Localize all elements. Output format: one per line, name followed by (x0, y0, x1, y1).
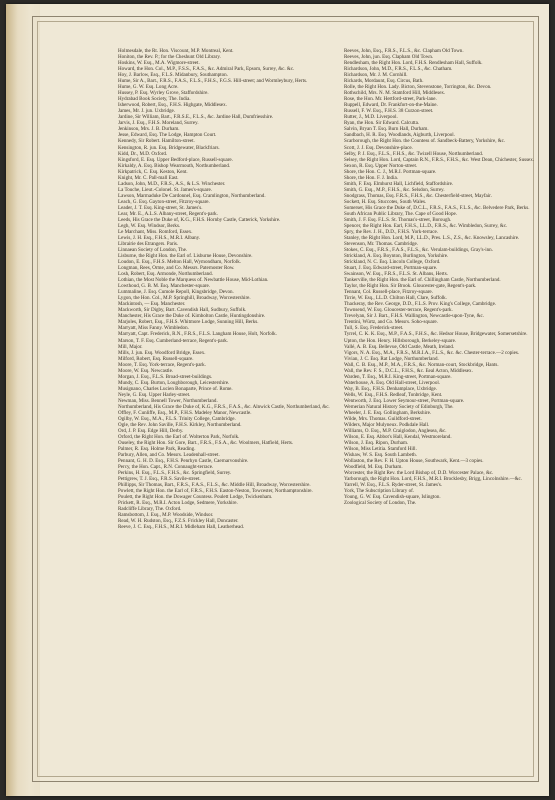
subscriber-entry: Jenkinson, Mrs. J. B. Durham. (118, 126, 180, 133)
subscriber-entry: Parbury, Allen, and Co. Messrs. Leadenhall-street. (118, 452, 220, 459)
subscriber-entry: Prickett, R. Esq., M.R.I. Acton Lodge, Sedmere, Yorkshire. (118, 500, 238, 507)
subscriber-entry: Reeve, J. C. Esq., F.H.S., M.R.I. Midleham Hall, Leatherhead. (118, 524, 245, 531)
subscriber-entry: Hume, Sir A., Bart., F.R.S., F.A.S., F.L.S., F.H.S., F.G.S. Hill-street; and Wormleybury, Herts. (118, 78, 308, 85)
subscriber-entry: Thackeray, the Rev. George, D.D., F.L.S. Prov. King's College, Cambridge. (344, 301, 497, 308)
subscriber-entry: Waterhouse, A. Esq. Old Hall-street, Liverpool. (344, 379, 441, 386)
subscriber-entry: Moore, W. Esq. Newcastle. (118, 367, 174, 374)
subscriber-entry: Wells, W. Esq., F.H.S. Redleaf, Tonbridge, Kent. (344, 391, 443, 398)
subscriber-entry: Kidd, Dr., M.D. Oxford. (118, 150, 168, 157)
subscriber-entry: Lear, Mr. E., A.L.S. Albany-street, Regent's-park. (118, 210, 218, 217)
subscriber-entry: Tankerville, the Right Hon. the Earl of. Chillingham Castle, Northumberland. (344, 277, 501, 284)
subscriber-entry: Loudon, E. Esq., F.H.S. Melton Hall, Wymondham, Norfolk. (118, 259, 241, 266)
subscriber-entry: Rose, the Hon. Mr. Hertford-street, Park-lane. (344, 96, 437, 103)
subscriber-entry: Newman, Miss. Bennell Tower, Northumberland. (118, 397, 218, 404)
subscriber-entry: Richardson, John, M.D., F.R.S., F.L.S., &c. Chatham. (344, 66, 453, 73)
subscriber-entry: Vallé, A. B. Esq. Bellevue, Old Castle, Meath, Ireland. (344, 343, 455, 350)
subscriber-entry: Stokes, C. Esq., F.R.S., F.A.S., F.L.S., &c. Verulam-buildings, Gray's-inn. (344, 247, 493, 254)
subscriber-entry: Trevelyan, Sir J. Bart., F.H.S. Wallington, Newcastle-upon-Tyne, &c. (344, 313, 484, 320)
subscriber-entry: Knight, Mr. C. Pall-mall East. (118, 174, 179, 181)
subscriber-entry: Orford, the Right Hon. the Earl of. Wolterton Park, Norfolk. (118, 434, 240, 440)
subscriber-entry: La Touche, Lieut.-Colonel. St. James's-square. (118, 186, 212, 193)
subscriber-entry: Mundy, C. Esq. Burton, Loughborough, Leicestershire. (118, 379, 230, 386)
subscriber-entry: Wilson, E. Esq. Abbot's Hall, Kendal, Westmoreland. (344, 434, 452, 440)
subscriber-entry: Marryatt, Miss Fanny. Wimbledon. (118, 325, 189, 332)
subscriber-entry: Scott, J. J. Esq. Devonshire-place. (344, 144, 413, 151)
subscriber-entry: Radcliffe Library, The. Oxford. (118, 506, 182, 513)
subscriber-entry: James, Mr. J. jun. Uxbridge. (118, 108, 176, 115)
subscriber-entry: Jesse, Edward, Esq. The Lodge, Hampton Court. (118, 132, 217, 139)
subscriber-entry: Northumberland, His Grace the Duke of, K.G., F.R.S., F.A.S., &c. Alnwick Castle, Northumberland, &c. (118, 403, 330, 410)
subscriber-entry: Phillipps, Sir Thomas, Bart., F.R.S., F.A.S., F.L.S., &c. Middle Hill, Broadway, Worcestershire. (118, 482, 311, 489)
subscriber-entry: Yarrell, W. Esq., F.L.S. Ryder-street, St. James's. (344, 482, 443, 489)
subscriber-entry: Selby, P. J. Esq., F.L.S., F.H.S., &c. Twizell House, Northumberland. (344, 150, 484, 157)
subscriber-entry: Pettigrew, T. J. Esq., F.R.S. Savile-street. (118, 476, 201, 483)
subscriber-entry: Strickland, A. Esq. Boynton, Burlington, Yorkshire. (344, 253, 449, 260)
subscriber-entry: Tyrrel, C. K. K. Esq., M.P., F.A.S., F.H.S., &c. Hedsor House, Bridgewater, Somersetshire. (344, 331, 528, 338)
subscriber-entry: Lygon, the Hon. Col., M.P. Springhill, Broadway, Worcestershire. (118, 295, 251, 302)
subscriber-entry: Powlett, the Right Hon. the Earl of, F.R.S., F.H.S. Easton-Neston, Towcester, Northamptonshire. (118, 488, 313, 495)
subscriber-entry: Isherwood, Robert, Esq., F.H.S. Highgate, Middlesex. (118, 102, 227, 109)
subscriber-entry: Taylor, the Right Hon. Sir Brook. Gloucester-gate, Regent's-park. (344, 283, 477, 290)
subscriber-entry: Wall, the Rev. F. S., D.C.L., F.H.S., &c. Eeal Acton, Middlesex. (344, 367, 473, 374)
subscriber-entry: Hoskins, W. Esq., M.A. Wigmore-street. (118, 60, 200, 67)
subscriber-entry: Librairie des Etrangers. Paris. (118, 241, 179, 247)
subscriber-entry: Rothschild, Mrs. N. M. Stamford Hill, Middlesex. (344, 90, 446, 97)
subscriber-entry: Pennant, G. H. D. Esq., F.H.S. Penrhyn Castle, Caernarvonshire. (118, 458, 249, 465)
subscriber-entry: Wentworth, J. Esq. Lower Seymour-street, Portman-square. (344, 397, 465, 404)
subscriber-entry: Honiton, the Rev. P.; for the Cheshunt Old Library. (118, 54, 221, 61)
subscriber-entry: Legh, W. Esq. Windsor, Berks. (118, 222, 181, 229)
subscriber-entry: Hydrabad Book Society, The. India. (118, 96, 191, 103)
subscriber-entry: Townsend, W. Esq. Gloucester-terrace, Regent's-park. (344, 307, 453, 314)
subscriber-entry: York, The Subscription Library of. (344, 488, 415, 495)
subscriber-entry: Ouseley, the Right Hon. Sir Gore, Bart., F.R.S., F.S.A., &c. Woolmers, Hatfield, Herts. (118, 440, 294, 447)
subscriber-entry: Moore, T. Esq. York-terrace, Regent's-park. (118, 361, 206, 368)
subscriber-entry: Lummaline, J. Esq. Cumole Repoll, Kingsbridge, Devon. (118, 289, 234, 296)
subscriber-entry: Wernerian Natural History Society of Edinburgh, The. (344, 403, 454, 410)
subscriber-entry: Lewis, J. H. Esq., F.H.S., M.R.I. Albany. (118, 234, 201, 241)
subscriber-entry: Linnaean Society of London, The. (118, 247, 188, 254)
subscriber-entry: Williams, O. Esq., M.P. Craiglodon, Anglesea, &c. (344, 427, 447, 434)
subscriber-entry: Tennant, Col. Russell-place, Fitzroy-square. (344, 289, 433, 296)
subscriber-entry: Mill, Major. (118, 343, 143, 350)
subscriber-entry: Holmesdale, the Rt. Hon. Viscount, M.P. Montreal, Kent. (118, 48, 234, 54)
subscriber-entry: Wishaw, W. S. Esq. South Lambeth. (344, 452, 417, 459)
subscriber-entry: Mackworth, Sir Digby, Bart. Cavendish Hall, Sudbury, Suffolk. (118, 307, 247, 314)
subscriber-entry: Warden, T. Esq., M.R.I. King-street, Portman-square. (344, 373, 452, 380)
subscriber-list-right-column (344, 48, 555, 506)
subscriber-list-left-column (118, 48, 336, 531)
subscriber-entry: Spry, the Rev. J. H., D.D., F.H.S. York-terrace. (344, 228, 438, 235)
subscriber-entry: Howard, the Hon. Col., M.P., F.S.S., F.A.S., &c. Admiral Park, Epsom, Surrey, &c. &c. (118, 66, 295, 73)
subscriber-entry: Wheeler, J. E. Esq. Gollingham, Berkshire. (344, 409, 432, 416)
subscriber-entry: Way, B. Esq., F.H.S. Denhamplace, Uxbridge. (344, 385, 438, 392)
subscriber-entry: Manchester, His Grace the Duke of. Kimbolton Castle, Huntingdonshire. (118, 313, 266, 320)
subscriber-entry: Upton, the Hon. Henry. Hillsborough, Berkeley-square. (344, 337, 457, 344)
subscriber-entry: Selsey, the Right Hon. Lord, Captain R.N., F.R.S., F.H.S., &c. West Dean, Chichester, Sussex. (344, 156, 535, 163)
subscriber-entry: Wollaston, the Rev. F. H. Upton House, Southwark, Kent.—3 copies. (344, 458, 484, 465)
subscriber-entry: Le Marchant, Miss. Romford, Essex. (118, 228, 193, 235)
subscriber-entry: Sockett, H. Esq. Stuccotes, South Wales. (344, 198, 427, 205)
subscriber-entry: Scarborough, the Right Hon. the Countess of. Sandbeck-Battery, Yorkshire, &c. (344, 138, 506, 145)
subscriber-entry: Smith, G. Esq., M.P., F.H.S., &c. Selsdon, Surrey. (344, 186, 445, 193)
subscriber-entry: Kensington, R. jun. Esq. Bridgewater, Blackfriars. (118, 144, 220, 151)
subscriber-entry: Marjoles, Robert, Esq., F.H.S. Whitmore Lodge, Sunning Hill, Berks. (118, 319, 259, 326)
subscriber-entry: Ord, J. P. Esq. Edge Hill, Derby. (118, 427, 184, 434)
subscriber-entry: Lawson, Marmaduke De Cardonnel, Esq. Cramlington, Northumberland. (118, 192, 266, 199)
subscriber-entry: Longman, Rees, Orme, and Co. Messrs. Paternoster Row. (118, 265, 235, 272)
subscriber-entry: Kingsford, E. Esq. Upper Bedford-place, Russell-square. (118, 156, 233, 163)
subscriber-entry: Wilde, Mrs. Thomas. Guildford-street. (344, 415, 422, 422)
subscriber-entry: Rutter, J., M.D. Liverpool. (344, 114, 398, 121)
subscriber-entry: Wilson, J. Esq. Ripon, Durham. (344, 440, 409, 447)
subscriber-entry: Sandbach, H. R. Esq. Woodlands, Aigburth, Liverpool. (344, 132, 455, 139)
subscriber-entry: Hussey, P. Esq. Wyrley Grove, Staffordshire. (118, 90, 209, 97)
subscriber-entry: Mills, J. jun. Esq. Woodford Bridge, Essex. (118, 349, 206, 356)
subscriber-entry: Stevenson, Mr. Thomas. Cambridge. (344, 241, 419, 247)
subscriber-entry: Wilson, Miss Letitia. Stamford Hill. (344, 446, 417, 453)
subscriber-entry: Ruppell, Edward, Dr. Frankfort-on-the-Maine. (344, 102, 438, 109)
subscriber-entry: Mackintosh, — Esq. Manchester. (118, 301, 186, 308)
subscriber-entry: Vigors, N. A. Esq., M.A., F.R.S., M.R.I.A., F.L.S., &c. &c. Chester-terrace.—2 copies. (344, 349, 520, 356)
subscriber-entry: Rickards, Mordaunt, Esq. Circus, Bath. (344, 78, 424, 85)
subscriber-entry: Sexon, R. Esq. Upper Norton-street. (344, 162, 418, 169)
subscriber-entry: Ryan, the Hon. Sir Edward. Calcutta. (344, 120, 420, 127)
subscriber-entry: Offley, F. Cunliffe, Esq., M.P., F.H.S. Madeley Manor, Newcastle. (118, 409, 252, 416)
subscriber-entry: Lothian, the Most Noble the Marquess of. Newbattle House, Mid-Lothian. (118, 277, 269, 284)
subscriber-entry: Leader, J. T. Esq. King-street, St. James's. (118, 204, 203, 211)
subscriber-entry: Read, W. H. Rudston, Esq., F.Z.S. Frickley Hall, Doncaster. (118, 518, 239, 525)
subscriber-entry: Rolle, the Right Hon. Lady. Bicton, Stevenstone, Torrington, &c. Devon. (344, 84, 492, 91)
subscriber-entry: Young, G. W. Esq. Cavendish-square, Islington. (344, 494, 441, 501)
subscriber-entry: Smith, J. F. Esq. F.L.S. St. Thomas's-street, Borough. (344, 216, 452, 223)
subscriber-entry: Reeves, John, jun. Esq. Clapham Old Town. (344, 54, 434, 61)
subscriber-entry: Lowthoud, G. B. M. Esq. Manchester-square. (118, 283, 210, 290)
subscriber-entry: Ogilby, W. Esq., M.A., F.L.S. Trinity College, Cambridge. (118, 415, 236, 422)
subscriber-entry: Stanley, the Right Hon. Lord, M.P., LL.D., Pres. L.S., Z.S., &c. Knowsley, Lancashire. (344, 234, 520, 241)
subscriber-entry: Leeds, His Grace the Duke of, K.G., F.H.S. Hornby Castle, Catterick, Yorkshire. (118, 216, 281, 223)
subscriber-entry: Tirrie, W. Esq., LL.D. Chilton Hall, Clare, Suffolk. (344, 295, 447, 302)
subscriber-entry: Musignano, Charles Lucien Bonaparte, Prince of. Rome. (118, 385, 233, 392)
subscriber-entry: Marryatt, Capt. Frederick, R.N., F.R.S., F.L.S. Langham House, Holt, Norfolk. (118, 331, 277, 338)
subscriber-entry: Russell, F. W. Esq., F.H.S. 38 Curzon-street. (344, 108, 434, 115)
subscriber-entry: Hume, G. W. Esq. Long Acre. (118, 84, 179, 91)
subscriber-entry: Ladson, John, M.D., F.R.S., A.S., & L.S. Winchester. (118, 180, 226, 187)
subscriber-entry: Kirkaldy, A. Esq. Bishop Wearmouth, Northumberland. (118, 162, 231, 169)
subscriber-entry: Vivian, J. C. Esq. Rat Lodge, Northumberland. (344, 355, 439, 362)
subscriber-entry: Milford, Robert, Esq. Russell-square. (118, 355, 194, 362)
subscriber-entry: Shore, the Hon. F. J. India. (344, 174, 398, 181)
subscriber-entry: Leach, G. Esq. Gayton-street, Fitzroy-square. (118, 198, 210, 205)
subscriber-entry: Woodfield, M. Esq. Durham. (344, 464, 403, 471)
subscriber-entry: Strickland, N. C. Esq. Lincoln College, Oxford. (344, 259, 441, 266)
subscriber-entry: Jarvis, J. Esq., F.H.S. Moreland, Surrey. (118, 120, 199, 127)
subscriber-entry: Ogle, the Rev. John Saville, F.H.S. Kirkley, Northumberland. (118, 421, 242, 428)
subscriber-entry: Tull, S. Esq. Frederick-street. (344, 325, 404, 332)
subscriber-entry: Trentini, Würtz, and Co. Messrs. Soho-square. (344, 319, 438, 326)
subscriber-entry: Zoological Society of London, The. (344, 500, 417, 507)
subscriber-entry: Lisburne, the Right Hon. the Earl of. Lisburne House, Devonshire. (118, 253, 253, 260)
subscriber-entry: Jardine, Sir William, Bart., F.R.S.E., F.L.S., &c. Jardine Hall, Dumfriesshire. (118, 114, 274, 121)
subscriber-entry: Ramsbottom, J. Esq., M.P. Woodside, Windsor. (118, 512, 214, 519)
subscriber-entry: Morgan, J. Esq., F.L.S. Broad-street-buildings. (118, 373, 213, 380)
subscriber-entry: Snodgrass, Thomas, Esq. F.R.S., F.H.S., &c. Chesterfield-street, Mayfair. (344, 192, 492, 199)
subscriber-entry: Wall, C. B. Esq., M.P., M.A., F.R.S., &c. Norman-court, Stockbridge, Hants. (344, 361, 499, 368)
subscriber-entry: Wilders, Major Mulyneux. Podkdale Hall. (344, 421, 430, 428)
book-page (6, 4, 549, 796)
subscriber-entry: Shore, the Hon. C. J., M.R.I. Portman-square. (344, 168, 437, 175)
subscriber-entry: Palmer, R. Esq. Holme Park, Reading. (118, 446, 196, 453)
subscriber-entry: Hoy, J. Barlow, Esq., F.L.S. Midanbury, Southampton. (118, 72, 228, 79)
subscriber-entry: Neyle, G. Esq. Upper Harley-street. (118, 391, 191, 398)
subscriber-entry: Poulett, the Right Hon. the Dowager Countess. Poulett Lodge, Twickenham. (118, 494, 273, 501)
subscriber-entry: Richardson, Mr. J. M. Cornhill. (344, 72, 408, 79)
subscriber-entry: Kennedy, Sir Robert. Hamilton-street. (118, 138, 195, 145)
subscriber-entry: Somerset, His Grace the Duke of, D.C.L., F.R.S., F.A.S., F.L.S., &c. Belvedere Park, Berks. (344, 204, 530, 211)
subscriber-entry: Smith, F. Esq. Elmhurst Hall, Lichfield, Staffordshire. (344, 180, 454, 187)
subscriber-entry: Spencer, the Right Hon. Earl, F.H.S., LL.D., F.R.S., &c. Wimbledon, Surrey, &c. (344, 222, 508, 229)
subscriber-entry: Stuart, J. Esq. Edward-street, Portman-square. (344, 265, 438, 272)
subscriber-entry: Reeves, John, Esq., F.R.S., F.L.S., &c. Clapham Old Town. (344, 48, 464, 54)
subscriber-entry: Yarborough, the Right Hon. Lord, F.H.S., M.R.I. Brocklesby, Brigg, Lincolnshire.—&c. (344, 476, 523, 483)
subscriber-entry: Swainson, W. Esq., F.R.S., F.L.S. St. Albans, Herts. (344, 271, 448, 278)
subscriber-entry: Worcester, the Right Rev. the Lord Bishop of, D.D. Worcester Palace, &c. (344, 470, 494, 477)
subscriber-entry: Percy, the Hon. Capt., R.N. Connaught-terrace. (118, 464, 214, 471)
subscriber-entry: Losh, Robert, Esq. Armonde, Northumberland. (118, 271, 213, 278)
subscriber-entry: Marson, T. F. Esq. Cumberland-terrace, Regent's-park. (118, 337, 229, 344)
subscriber-entry: Rendlesham, the Right Hon. Lord, F.H.S. Rendlesham Hall, Suffolk. (344, 60, 483, 67)
subscriber-entry: South African Public Library, The. Cape of Good Hope. (344, 210, 457, 217)
subscriber-entry: Perkins, H. Esq., F.L.S., F.H.S., &c. Springfield, Surrey. (118, 470, 232, 477)
subscriber-entry: Kirkpatrick, C. Esq. Keston, Kent. (118, 168, 188, 175)
subscriber-entry: Salvin, Bryan T. Esq. Burn Hall, Durham. (344, 126, 429, 133)
